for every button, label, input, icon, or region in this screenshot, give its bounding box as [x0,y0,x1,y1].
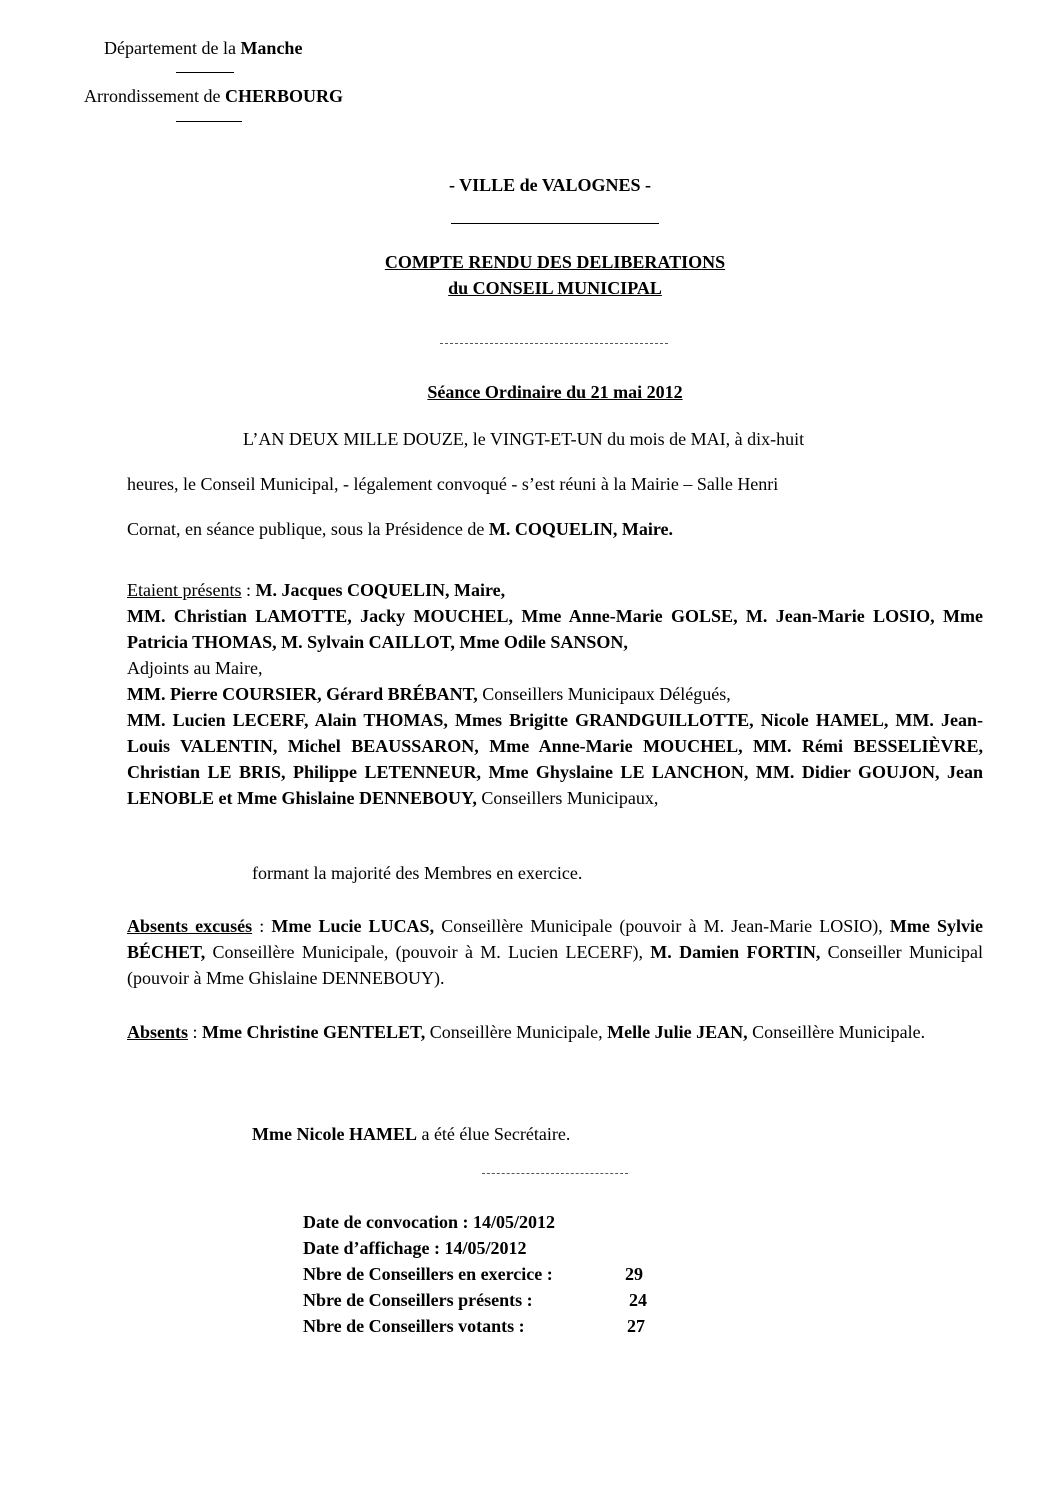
arrondissement-prefix: Arrondissement de [84,86,225,106]
presents-delegues-line [127,681,983,707]
excuses-label: Absents excusés [127,916,253,936]
presents-adjoints-role: Adjoints au Maire, [127,658,263,678]
absents-section [127,1019,983,1045]
department-prefix: Département de la [104,38,241,58]
stat-row-affichage [303,1235,647,1261]
department-label [104,38,302,59]
secretaire-text: a été élue Secrétaire. [416,1124,571,1144]
stat-label: Nbre de Conseillers votants : [303,1316,525,1336]
excuses-text-3: Conseiller Municipal (pouvoir à Mme Ghislaine DENNEBOUY). [127,942,983,988]
ville-underline [451,223,659,224]
compte-rendu-title-line1: COMPTE RENDU DES DELIBERATIONS [384,252,726,272]
intro-line-2: heures, le Conseil Municipal, - légalement convoqué - s’est réuni à la Mairie – Salle Henri [127,474,779,494]
stat-label: Date d’affichage : 14/05/2012 [303,1238,527,1258]
absents-text-2: Conseillère Municipale. [747,1022,926,1042]
arrondissement-underline [176,121,242,122]
presents-label: Etaient présents [127,580,242,600]
presents-conseillers: MM. Lucien LECERF, Alain THOMAS, Mmes Brigitte GRANDGUILLOTTE, Nicole HAMEL, MM. Jean-Louis VALENTIN, Michel BEAUSSARON, Mme Anne-Marie MOUCHEL, MM. Rémi BESSELIÈVRE, Christian LE BRIS, Philippe LETENNEUR, Mme Ghyslaine LE LANCHON, MM. Didier GOUJON, Jean LENOBLE et Mme Ghislaine DENNEBOUY, [127,710,983,808]
arrondissement-label [84,86,343,107]
secretaire-line [252,1124,570,1145]
presents-sep: : [241,580,256,600]
stat-label: Nbre de Conseillers en exercice : [303,1264,553,1284]
compte-rendu-title-line2: du CONSEIL MUNICIPAL [448,278,662,298]
excuses-person-2: Mme Sylvie BÉCHET, [127,916,983,962]
intro-line-1: L’AN DEUX MILLE DOUZE, le VINGT-ET-UN du mois de MAI, à dix-huit [243,429,805,449]
excuses-sep: : [252,916,272,936]
excuses-text-2: Conseillère Municipale, (pouvoir à M. Lucien LECERF), [205,942,651,962]
presents-delegues: MM. Pierre COURSIER, Gérard BRÉBANT, [127,684,478,704]
absents-text-1: Conseillère Municipale, [425,1022,608,1042]
stat-label: Nbre de Conseillers présents : [303,1290,533,1310]
presents-conseillers-role: Conseillers Municipaux, [476,788,659,808]
presents-conseillers-line [127,707,983,811]
presents-maire: M. Jacques COQUELIN, Maire, [255,580,506,600]
title-divider [440,343,668,344]
stats-block [303,1209,647,1339]
presents-adjoints: MM. Christian LAMOTTE, Jacky MOUCHEL, Mme Anne-Marie GOLSE, M. Jean-Marie LOSIO, Mme Patricia THOMAS, M. Sylvain CAILLOT, Mme Odile SANSON, [127,606,983,652]
ville-title: - VILLE de VALOGNES - [448,175,652,195]
excuses-person-1: Mme Lucie LUCAS, [271,916,435,936]
secretaire-divider [482,1173,628,1174]
absents-person-2: Melle Julie JEAN, [607,1022,748,1042]
department-underline [176,72,234,73]
stat-label: Date de convocation : 14/05/2012 [303,1212,555,1232]
absents-sep: : [188,1022,203,1042]
absents-person-1: Mme Christine GENTELET, [202,1022,426,1042]
majorite-text: formant la majorité des Membres en exercice. [252,863,583,883]
secretaire-name: Mme Nicole HAMEL [252,1124,417,1144]
stat-row-votants [303,1313,647,1339]
stat-value: 29 [625,1264,643,1284]
president-name: M. COQUELIN, Maire. [488,519,674,539]
arrondissement-name: CHERBOURG [224,86,343,106]
department-name: Manche [240,38,303,58]
stat-row-presents [303,1287,647,1313]
stat-value: 24 [629,1290,647,1310]
presents-maire-line [127,577,983,603]
stat-value: 27 [627,1316,645,1336]
absents-label: Absents [127,1022,189,1042]
excuses-text-1: Conseillère Municipale (pouvoir à M. Jean-Marie LOSIO), [434,916,890,936]
presents-section [127,577,983,811]
seance-title: Séance Ordinaire du 21 mai 2012 [427,382,683,402]
stat-row-convocation [303,1209,647,1235]
intro-line-3 [127,519,673,540]
stat-row-exercice [303,1261,647,1287]
presents-delegues-role: Conseillers Municipaux Délégués, [477,684,731,704]
intro-line-3-text: Cornat, en séance publique, sous la Présidence de [127,519,489,539]
excuses-person-3: M. Damien FORTIN, [650,942,821,962]
excuses-section [127,913,983,991]
